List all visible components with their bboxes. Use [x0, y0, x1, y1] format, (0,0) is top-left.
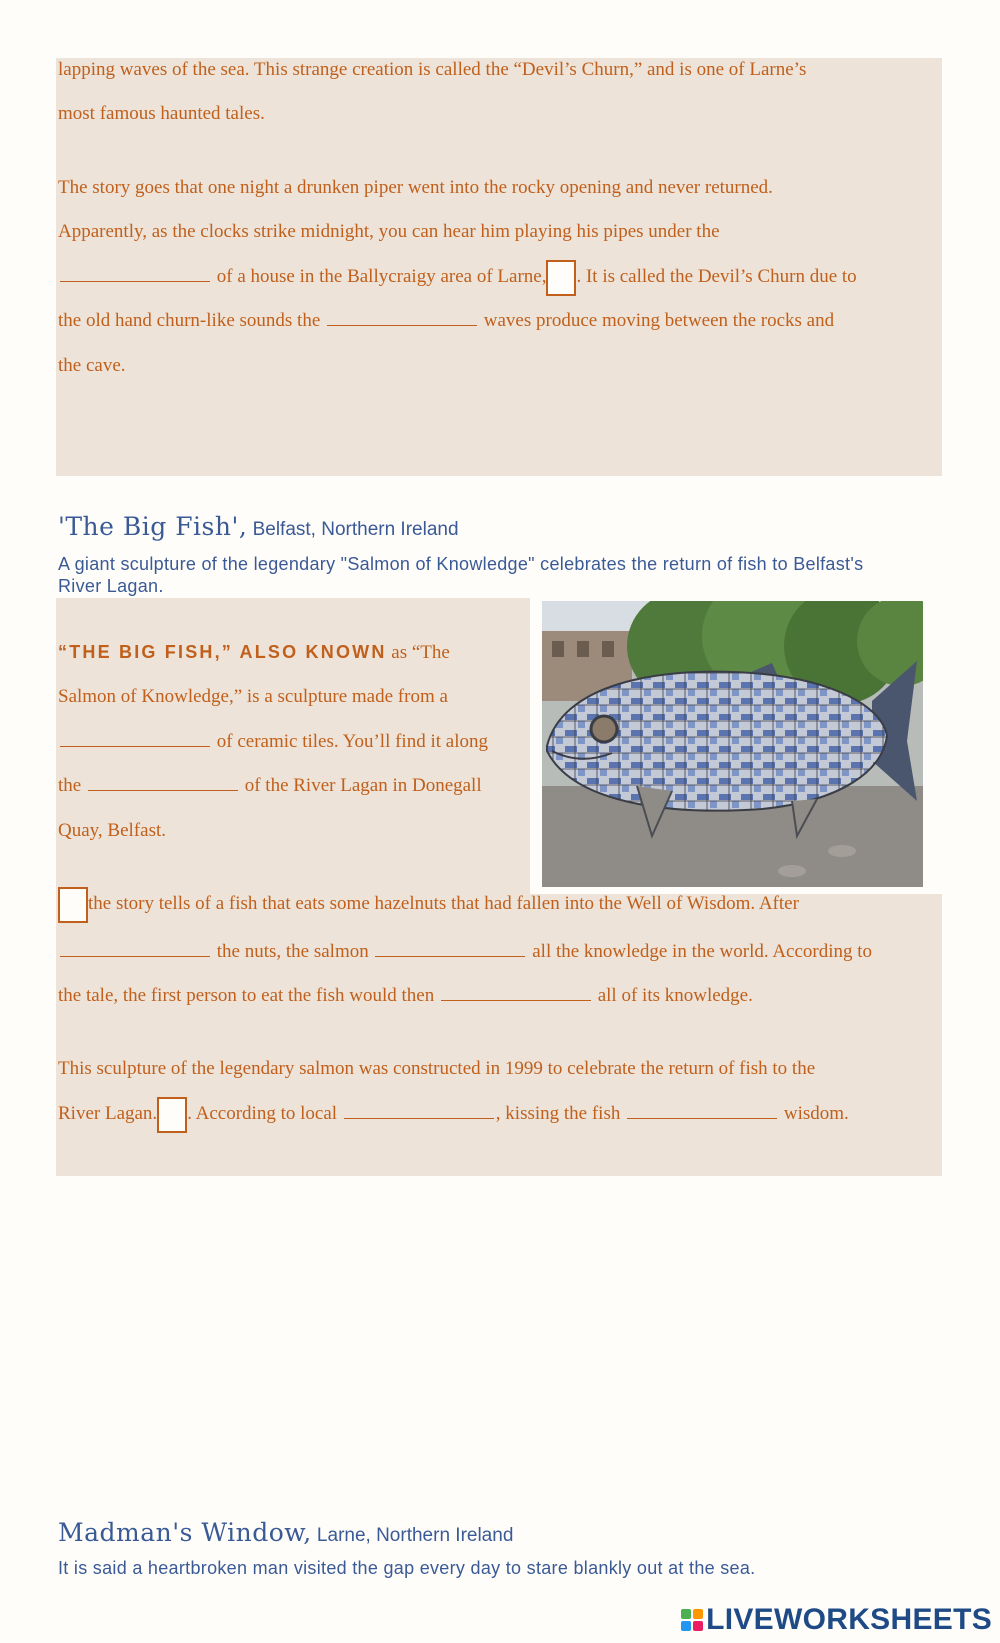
answer-box[interactable] — [546, 260, 576, 296]
devils-churn-para2-a: The story goes that one night a drunken piper went into the rocky opening and never returned. — [58, 177, 773, 198]
text: as “The — [386, 642, 450, 663]
bigfish-heading — [58, 512, 459, 541]
blank-input[interactable] — [344, 1102, 494, 1119]
bigfish-lead-caps: “THE BIG FISH,” ALSO KNOWN — [58, 642, 387, 662]
bigfish-p1-e: Quay, Belfast. — [58, 820, 166, 841]
bigfish-p2-c — [58, 974, 753, 1018]
bigfish-p1-d — [58, 764, 482, 808]
logo-squares-icon — [681, 1609, 703, 1631]
devils-churn-para2-b: Apparently, as the clocks strike midnight, you can hear him playing his pipes under the — [58, 221, 720, 242]
madman-heading — [58, 1518, 513, 1547]
madman-location: Larne, Northern Ireland — [311, 1525, 514, 1546]
text: the story tells of a fish that eats some hazelnuts that had fallen into the Well of Wisdom. After — [88, 893, 799, 914]
bigfish-p3-b — [58, 1092, 849, 1136]
text: the — [58, 775, 86, 796]
devils-churn-para2-e: the cave. — [58, 355, 126, 376]
blank-input[interactable] — [88, 774, 238, 791]
blank-input[interactable] — [327, 309, 477, 326]
bigfish-p3-a: This sculpture of the legendary salmon was constructed in 1999 to celebrate the return of fish to the — [58, 1058, 816, 1079]
blank-input[interactable] — [60, 265, 210, 282]
bigfish-p1-a — [58, 630, 450, 675]
bigfish-p2-a — [58, 882, 799, 926]
text: the nuts, the salmon — [212, 941, 374, 962]
devils-churn-para2-d — [58, 299, 834, 343]
blank-input[interactable] — [441, 984, 591, 1001]
text: the old hand churn-like sounds the — [58, 310, 326, 331]
text: . It is called the Devil’s Churn due to — [576, 266, 857, 287]
bigfish-location: Belfast, Northern Ireland — [247, 519, 459, 540]
bigfish-title: 'The Big Fish', — [58, 512, 248, 541]
answer-box[interactable] — [157, 1097, 187, 1133]
text: of the River Lagan in Donegall — [239, 775, 482, 796]
text: . According to local — [187, 1103, 342, 1124]
bigfish-p1-b: Salmon of Knowledge,” is a sculpture made from a — [58, 686, 448, 707]
brand-name: LIVEWORKSHEETS — [706, 1603, 992, 1636]
blank-input[interactable] — [60, 730, 210, 747]
blank-input[interactable] — [375, 940, 525, 957]
big-fish-sculpture-photo — [542, 601, 923, 887]
devils-churn-line1: lapping waves of the sea. This strange creation is called the “Devil’s Churn,” and is one of Larne’s — [58, 59, 807, 80]
liveworksheets-logo — [681, 1603, 992, 1637]
blank-input[interactable] — [60, 940, 210, 957]
text: River Lagan. — [58, 1103, 158, 1124]
answer-box[interactable] — [58, 887, 88, 923]
devils-churn-para2-c — [58, 255, 857, 299]
text: , kissing the fish — [495, 1103, 626, 1124]
text: waves produce moving between the rocks and — [479, 310, 835, 331]
text: all the knowledge in the world. According to — [527, 941, 873, 962]
bigfish-subtitle: A giant sculpture of the legendary "Salmon of Knowledge" celebrates the return of fish to Belfast's River Lagan. — [58, 554, 864, 596]
bigfish-p2-b — [58, 930, 872, 974]
bigfish-p1-c — [58, 720, 488, 764]
madman-subtitle: It is said a heartbroken man visited the gap every day to stare blankly out at the sea. — [58, 1558, 756, 1578]
blank-input[interactable] — [627, 1102, 777, 1119]
devils-churn-line2: most famous haunted tales. — [58, 103, 265, 124]
madman-title: Madman's Window, — [58, 1518, 312, 1547]
text: wisdom. — [779, 1103, 849, 1124]
text: the tale, the first person to eat the fish would then — [58, 985, 439, 1006]
text: of a house in the Ballycraigy area of Larne, — [212, 266, 547, 287]
text: all of its knowledge. — [592, 985, 753, 1006]
text: of ceramic tiles. You’ll find it along — [212, 731, 488, 752]
